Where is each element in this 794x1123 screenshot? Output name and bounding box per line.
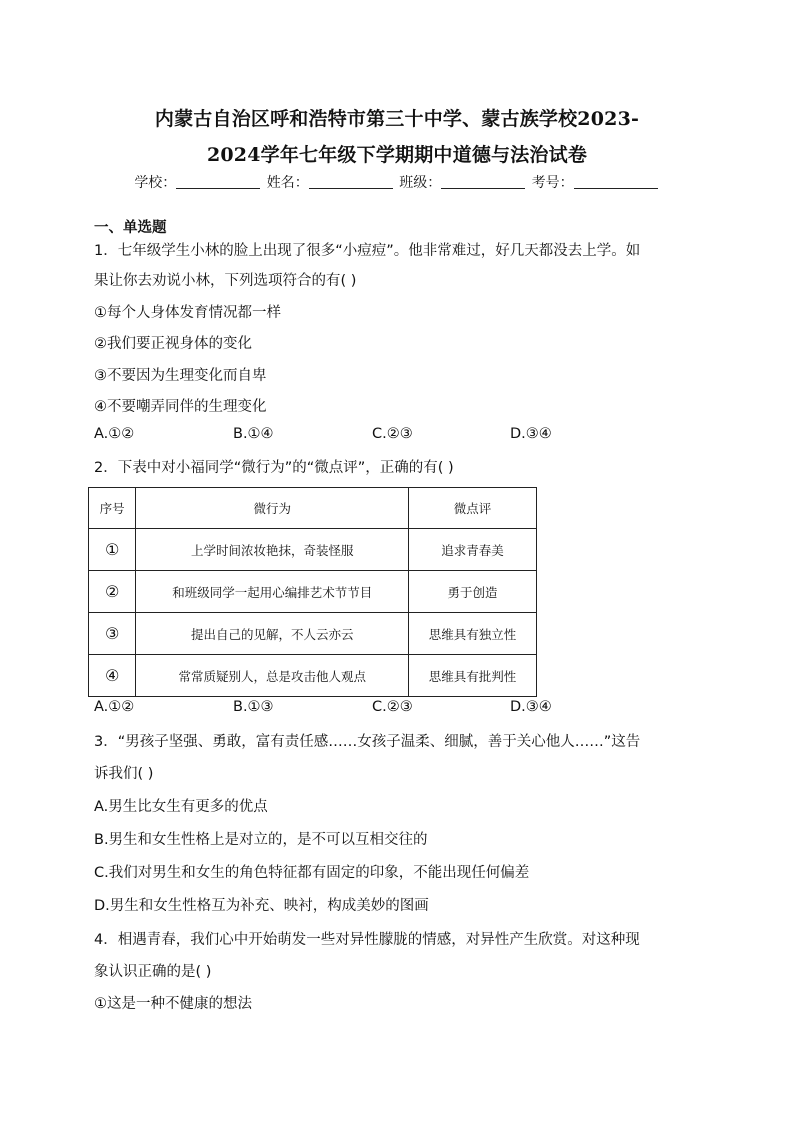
q2-option-a[interactable]: A.①② bbox=[94, 699, 135, 715]
table-header-row bbox=[89, 488, 537, 529]
q1-item: ③不要因为生理变化而自卑 bbox=[94, 368, 267, 384]
exam-title-line-2: 2024学年七年级下学期期中道德与法治试卷 bbox=[206, 144, 588, 166]
q2-stem: 2．下表中对小福同学“微行为”的“微点评”，正确的有( ) bbox=[94, 460, 454, 476]
q3-option-c[interactable]: C.我们对男生和女生的角色特征都有固定的印象，不能出现任何偏差 bbox=[94, 865, 530, 881]
q2-option-b[interactable]: B.①③ bbox=[233, 699, 274, 715]
table-cell-behavior: 常常质疑别人，总是攻击他人观点 bbox=[136, 655, 409, 697]
table-cell-behavior: 提出自己的见解，不人云亦云 bbox=[136, 613, 409, 655]
table-cell-comment: 思维具有批判性 bbox=[409, 655, 537, 697]
student-info-row bbox=[0, 172, 794, 192]
q2-table bbox=[88, 487, 537, 697]
exam-number-blank[interactable] bbox=[574, 174, 658, 189]
q1-item: ④不要嘲弄同伴的生理变化 bbox=[94, 399, 267, 415]
q2-option-d[interactable]: D.③④ bbox=[510, 699, 552, 715]
class-blank[interactable] bbox=[441, 174, 525, 189]
table-cell-comment: 勇于创造 bbox=[409, 571, 537, 613]
table-cell-number: ④ bbox=[89, 655, 136, 697]
q1-option-b[interactable]: B.①④ bbox=[233, 426, 274, 442]
q1-item: ①每个人身体发育情况都一样 bbox=[94, 305, 281, 321]
name-label: 姓名： bbox=[266, 175, 309, 191]
table-cell-comment: 追求青春美 bbox=[409, 529, 537, 571]
q3-option-a[interactable]: A.男生比女生有更多的优点 bbox=[94, 799, 268, 815]
table-row bbox=[89, 571, 537, 613]
table-row bbox=[89, 655, 537, 697]
q1-stem-line-1: 1．七年级学生小林的脸上出现了很多“小痘痘”。他非常难过，好几天都没去上学。如 bbox=[94, 243, 641, 259]
exam-number-label: 考号： bbox=[531, 175, 574, 191]
name-blank[interactable] bbox=[309, 174, 393, 189]
table-header-cell: 微行为 bbox=[136, 488, 409, 529]
school-blank[interactable] bbox=[176, 174, 260, 189]
table-row bbox=[89, 529, 537, 571]
table-row bbox=[89, 613, 537, 655]
q4-stem-line-1: 4．相遇青春，我们心中开始萌发一些对异性朦胧的情感，对异性产生欣赏。对这种现 bbox=[94, 932, 640, 948]
section-heading: 一、单选题 bbox=[94, 220, 167, 236]
q3-stem-line-2: 诉我们( ) bbox=[94, 766, 154, 782]
q3-option-d[interactable]: D.男生和女生性格互为补充、映衬，构成美妙的图画 bbox=[94, 898, 429, 914]
exam-title-line-1: 内蒙古自治区呼和浩特市第三十中学、蒙古族学校2023- bbox=[154, 108, 640, 130]
q1-option-d[interactable]: D.③④ bbox=[510, 426, 552, 442]
table-cell-behavior: 和班级同学一起用心编排艺术节节目 bbox=[136, 571, 409, 613]
q2-option-c[interactable]: C.②③ bbox=[372, 699, 413, 715]
table-cell-behavior: 上学时间浓妆艳抹，奇装怪服 bbox=[136, 529, 409, 571]
school-label: 学校： bbox=[134, 175, 177, 191]
table-cell-number: ① bbox=[89, 529, 136, 571]
table-cell-number: ③ bbox=[89, 613, 136, 655]
q2-options bbox=[94, 699, 654, 719]
table-cell-number: ② bbox=[89, 571, 136, 613]
q1-option-a[interactable]: A.①② bbox=[94, 426, 135, 442]
q1-item: ②我们要正视身体的变化 bbox=[94, 336, 252, 352]
q1-options bbox=[94, 426, 654, 446]
q1-stem-line-2: 果让你去劝说小林，下列选项符合的有( ) bbox=[94, 273, 357, 289]
table-header-cell: 微点评 bbox=[409, 488, 537, 529]
class-label: 班级： bbox=[399, 175, 442, 191]
q3-stem-line-1: 3．“男孩子坚强、勇敢，富有责任感……女孩子温柔、细腻，善于关心他人……”这告 bbox=[94, 734, 641, 750]
table-cell-comment: 思维具有独立性 bbox=[409, 613, 537, 655]
table-header-cell: 序号 bbox=[89, 488, 136, 529]
q1-option-c[interactable]: C.②③ bbox=[372, 426, 413, 442]
q3-option-b[interactable]: B.男生和女生性格上是对立的，是不可以互相交往的 bbox=[94, 832, 428, 848]
q4-stem-line-2: 象认识正确的是( ) bbox=[94, 964, 212, 980]
q4-item: ①这是一种不健康的想法 bbox=[94, 996, 252, 1012]
